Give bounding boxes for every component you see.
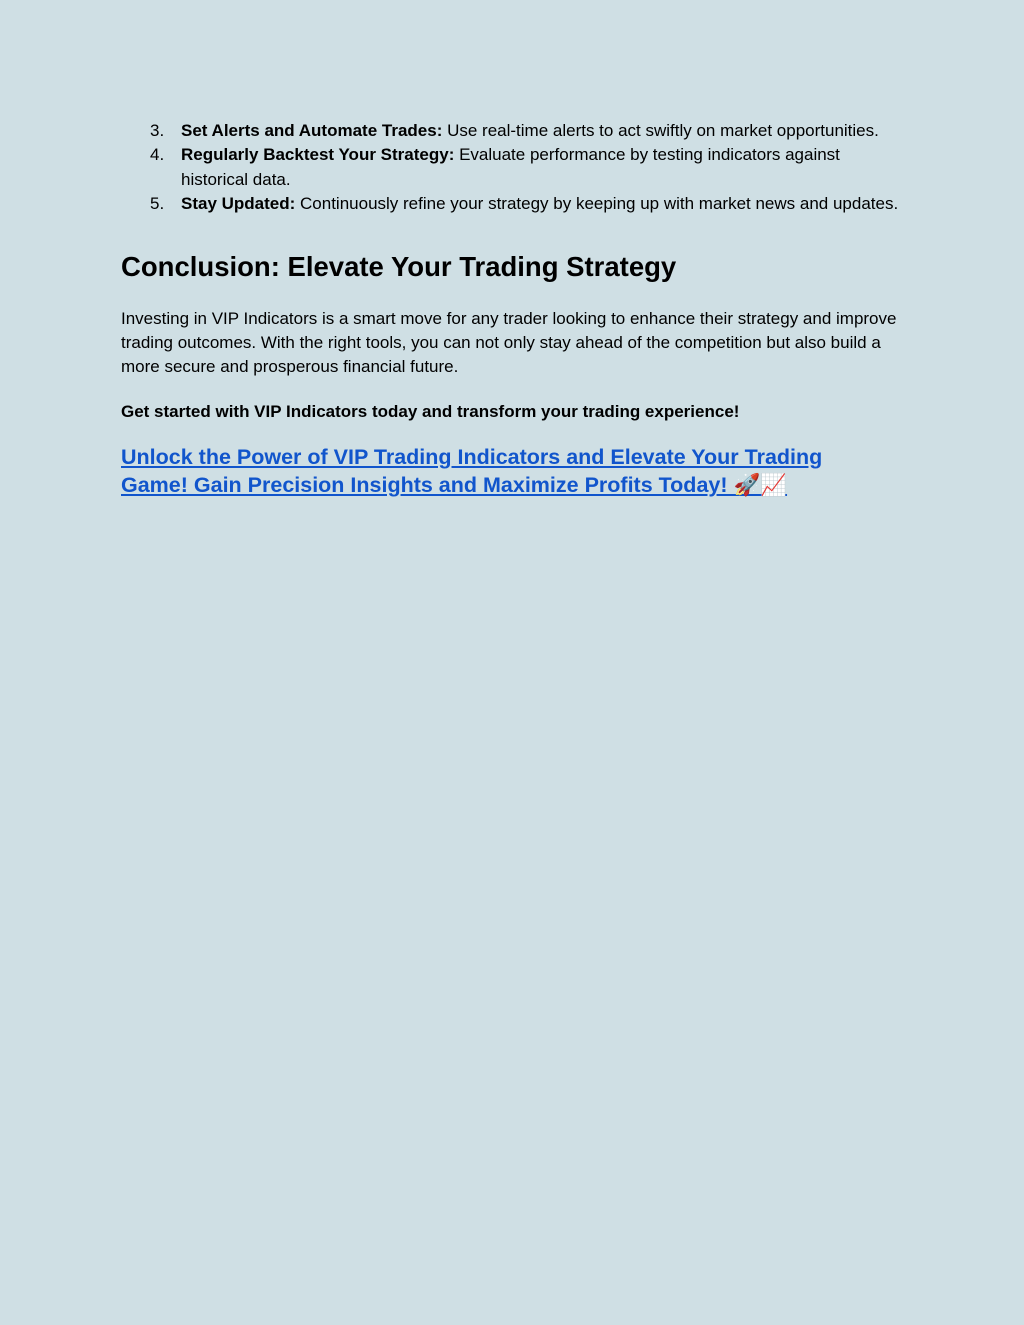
list-item-number: 3. [150,121,165,140]
conclusion-heading: Conclusion: Elevate Your Trading Strategy [121,250,677,282]
call-to-action-text: Get started with VIP Indicators today and transform your trading experience! [121,401,740,421]
list-item-text: Use real-time alerts to act swiftly on market opportunities. [442,121,879,140]
list-item [121,119,911,143]
list-item-text: Evaluate performance by testing indicators against historical data. [181,145,840,189]
list-item-lead: Stay Updated: [181,194,296,214]
list-item-lead: Set Alerts and Automate Trades: [181,121,443,140]
list-item-number: 4. [150,145,165,165]
list-item-number: 5. [150,194,165,214]
conclusion-paragraph: Investing in VIP Indicators is a smart move for any trader looking to enhance their strategy and improve trading outcomes. With the right tools, you can not only stay ahead of the competition but also build a more secure and prosperous financial future. [121,308,897,377]
steps-list [121,119,911,217]
list-item-text: Continuously refine your strategy by keeping up with market news and updates. [295,194,899,214]
document-content [121,119,911,500]
list-item [121,143,911,192]
promo-link[interactable]: Unlock the Power of VIP Trading Indicators and Elevate Your Trading Game! Gain Precision Insights and Maximize Profits Today! 🚀📈 [121,444,823,498]
list-item [121,192,911,216]
list-item-lead: Regularly Backtest Your Strategy: [181,145,455,165]
